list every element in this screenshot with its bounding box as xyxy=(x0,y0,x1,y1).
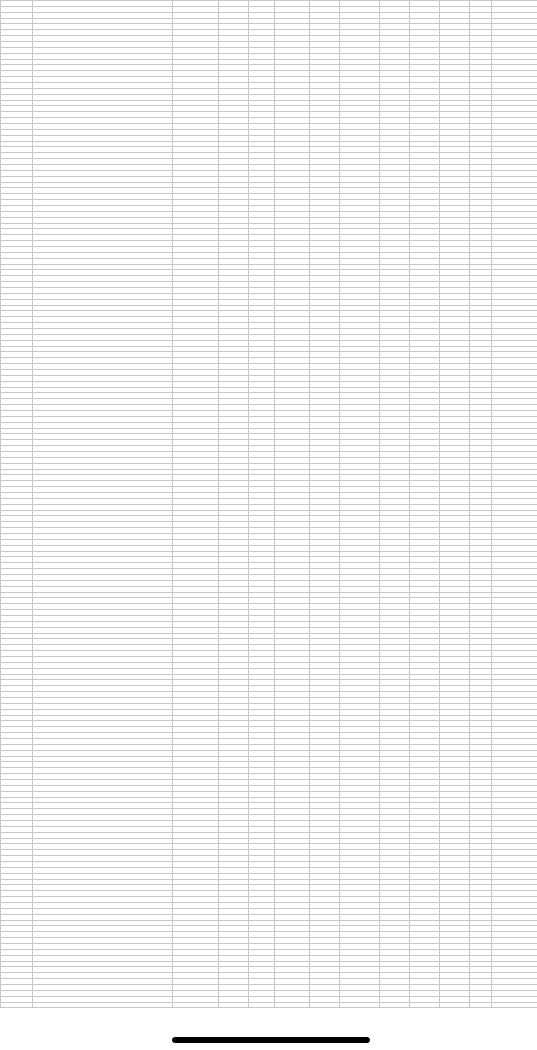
table-cell xyxy=(219,1003,249,1008)
table-cell xyxy=(249,1003,275,1008)
table-cell xyxy=(440,1003,470,1008)
table-cell xyxy=(310,1003,340,1008)
table-cell xyxy=(1,1003,33,1008)
table-cell xyxy=(275,1003,310,1008)
table-cell xyxy=(410,1003,440,1008)
table-cell xyxy=(492,1003,537,1008)
table-cell xyxy=(173,1003,219,1008)
redaction-bar xyxy=(172,1037,370,1043)
table-row xyxy=(1,1003,537,1008)
table-cell xyxy=(340,1003,380,1008)
table-body xyxy=(1,1,537,1008)
table-cell xyxy=(380,1003,410,1008)
table-cell xyxy=(470,1003,492,1008)
table-cell xyxy=(33,1003,173,1008)
